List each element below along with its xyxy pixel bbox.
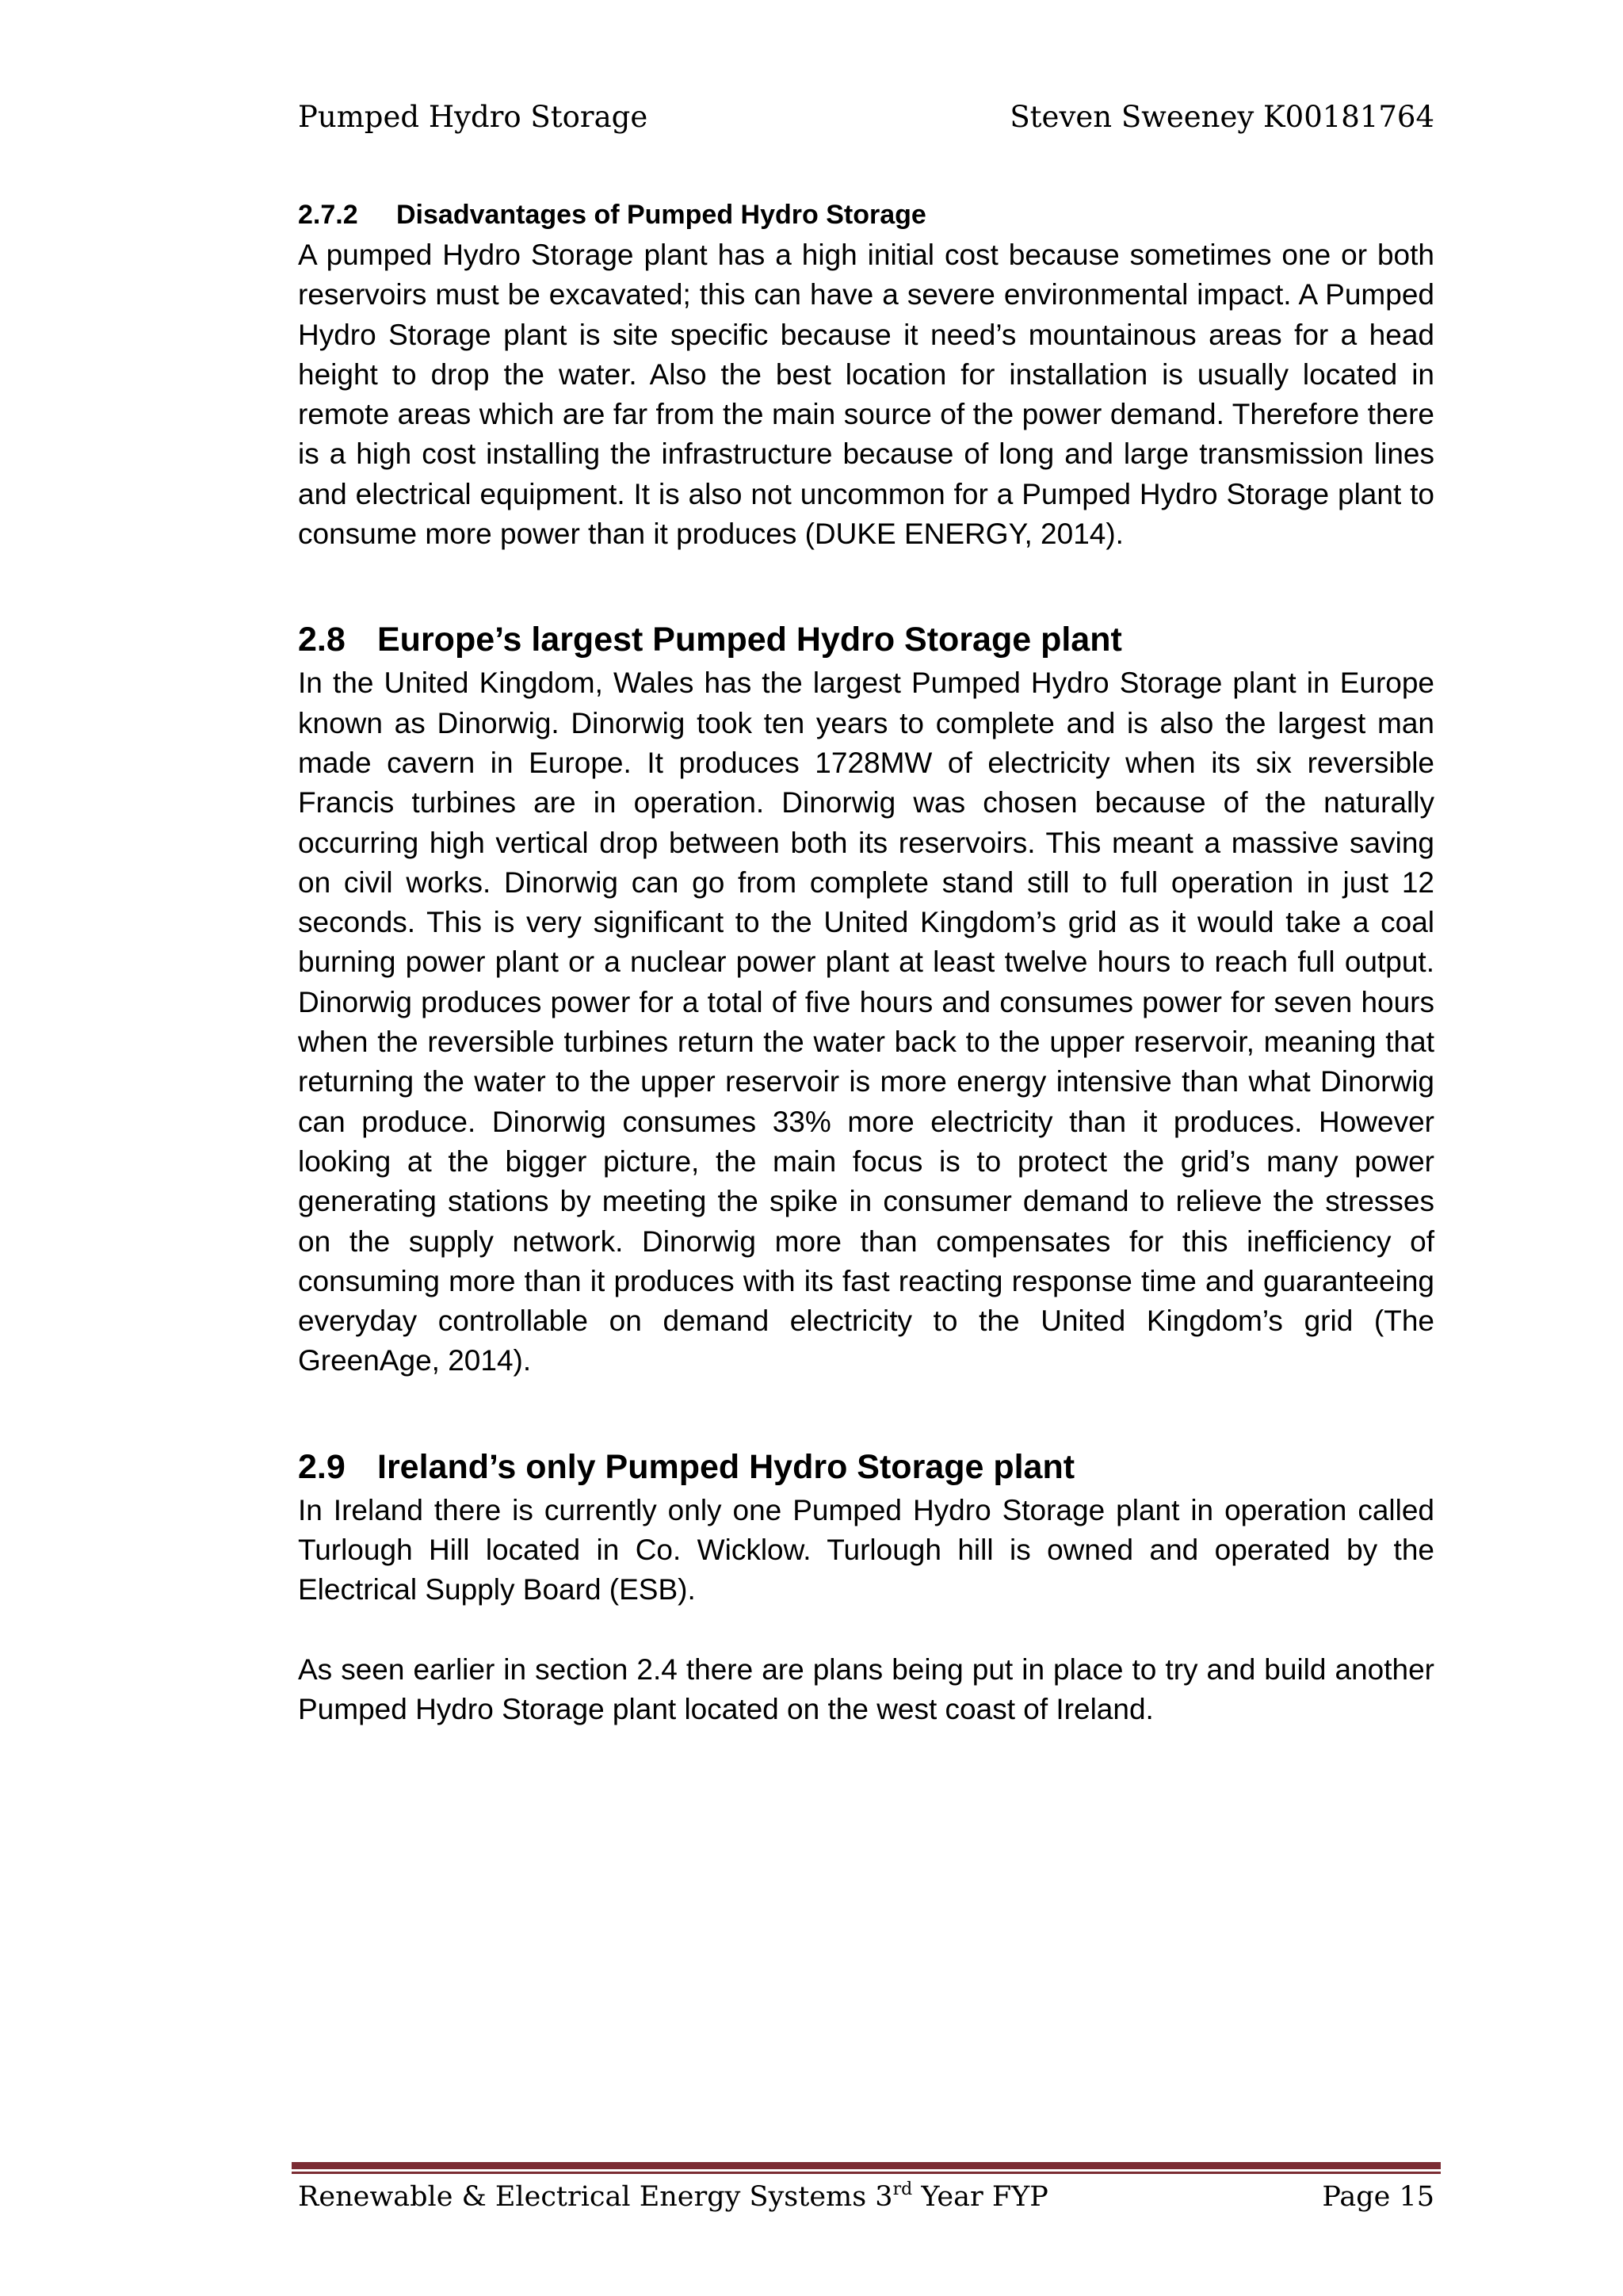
paragraph-ireland-2: As seen earlier in section 2.4 there are plans being put in place to try and build another Pumped Hydro Storage plant located on the west coast of Ireland. [298,1652,1434,1725]
section-title: Ireland’s only Pumped Hydro Storage plant [377,1447,1075,1486]
section-number: 2.9 [298,1447,346,1486]
section-heading-europe [298,616,1434,663]
footer-course-text: Renewable & Electrical Energy Systems 3 [298,2181,893,2213]
footer-course-suffix: Year FYP [912,2181,1048,2213]
spacer [298,1610,1434,1650]
document-body [298,194,1434,1729]
section-heading-ireland [298,1443,1434,1491]
footer-course [298,2173,1048,2221]
section-number: 2.7.2 [298,200,358,230]
page-number: Page 15 [1322,2181,1434,2213]
section-title: Disadvantages of Pumped Hydro Storage [396,200,926,230]
paragraph-europe: In the United Kingdom, Wales has the largest Pumped Hydro Storage plant in Europe known as Dinorwig. Dinorwig took ten years to complete and is also the largest man made cavern in Europe. It produces 1728MW of electricity when its six reversible Francis turbines are in operation. Dinorwig was chosen because of the naturally occurring high vertical drop between both its reservoirs. This meant a massive saving on civil works. Dinorwig can go from complete stand still to full operation in just 12 seconds. This is very significant to the United Kingdom’s grid as it would take a coal burning power plant or a nuclear power plant at least twelve hours to reach full output. Dinorwig produces power for a total of five hours and consumes power for seven hours when the reversible turbines return the water back to the upper reservoir, meaning that returning the water to the upper reservoir is more energy intensive than what Dinorwig can produce. Dinorwig consumes 33% more electricity than it produces. However looking at the bigger picture, the main focus is to protect the grid’s many power generating stations by meeting the spike in consumer demand to relieve the stresses on the supply network. Dinorwig more than compensates for this inefficiency of consuming more than it produces with its fast reacting response time and guaranteeing everyday controllable on demand electricity to the United Kingdom’s grid (The GreenAge, 2014). [298,667,1434,1377]
section-heading-disadvantages [298,194,1434,235]
page-header [298,94,1434,141]
section-number: 2.8 [298,621,346,659]
header-author: Steven Sweeney K00181764 [1010,100,1434,134]
paragraph-ireland-1: In Ireland there is currently only one Pumped Hydro Storage plant in operation called Turlough Hill located in Co. Wicklow. Turlough hill is owned and operated by the Electrical Supply Board (ESB). [298,1493,1434,1606]
footer-course-sup: rd [892,2179,913,2199]
page-footer [298,2173,1434,2221]
paragraph-disadvantages: A pumped Hydro Storage plant has a high initial cost because sometimes one or both reservoirs must be excavated; this can have a severe environmental impact. A Pumped Hydro Storage plant is site specific because it need’s mountainous areas for a head height to drop the water. Also the best location for installation is usually located in remote areas which are far from the main source of the power demand. Therefore there is a high cost installing the infrastructure because of long and large transmission lines and electrical equipment. It is also not uncommon for a Pumped Hydro Storage plant to consume more power than it produces (DUKE ENERGY, 2014). [298,239,1434,551]
spacer [298,554,1434,616]
footer-rule [292,2162,1441,2174]
header-title: Pumped Hydro Storage [298,100,648,134]
section-title: Europe’s largest Pumped Hydro Storage plant [377,621,1122,659]
spacer [298,1381,1434,1443]
footer-rule-thick [292,2162,1441,2169]
